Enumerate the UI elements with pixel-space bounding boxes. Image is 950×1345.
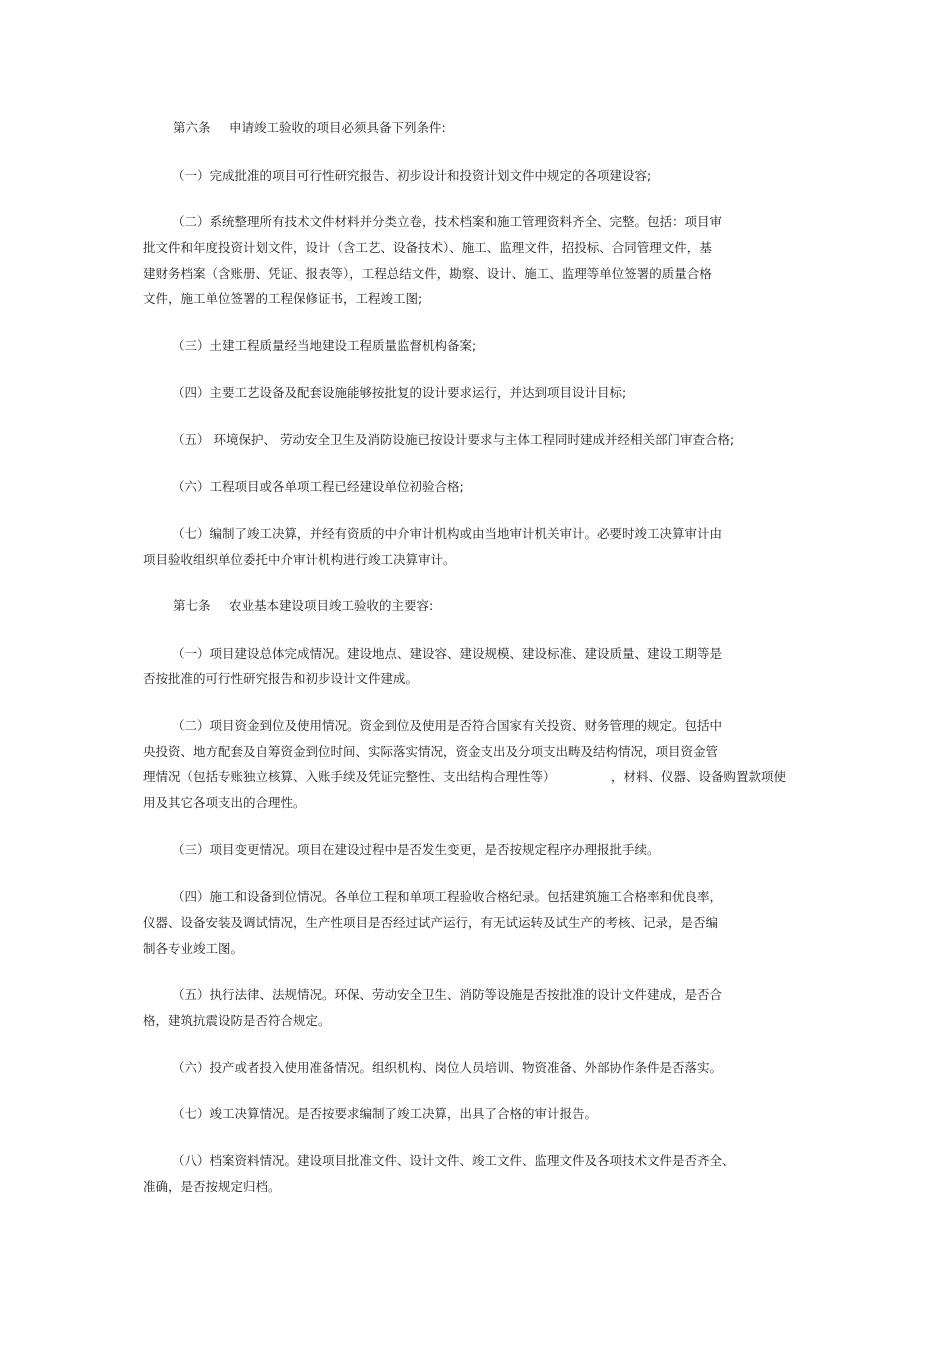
article-7-item-4-line-1: （四）施工和设备到位情况。各单位工程和单项工程验收合格纪录。包括建筑施工合格率和优良率， xyxy=(172,889,723,904)
article-7-item-4-line-2: 仪器、设备安装及调试情况，生产性项目是否经过试产运行，有无试运转及试生产的考核、记录，是否编 xyxy=(143,915,719,930)
article-6-item-7-line-2: 项目验收组织单位委托中介审计机构进行竣工决算审计。 xyxy=(143,552,456,567)
article-7-item-6: （六）投产或者投入使用准备情况。组织机构、岗位人员培训、物资准备、外部协作条件是否落实。 xyxy=(172,1060,723,1075)
article-7-item-1-line-1: （一）项目建设总体完成情况。建设地点、建设容、建设规模、建设标准、建设质量、建设工期等是 xyxy=(172,646,723,661)
article-6-item-6: （六）工程项目或各单项工程已经建设单位初验合格; xyxy=(172,479,464,494)
article-7-item-2-line-3a: 理情况（包括专账独立核算、入账手续及凭证完整性、支出结构合理性等） xyxy=(143,769,556,784)
article-7-item-7: （七）竣工决算情况。是否按要求编制了竣工决算，出具了合格的审计报告。 xyxy=(172,1106,598,1121)
article-6-item-1: （一）完成批准的项目可行性研究报告、初步设计和投资计划文件中规定的各项建设容; xyxy=(172,168,652,183)
article-6-item-7-line-1: （七）编制了竣工决算，并经有资质的中介审计机构或由当地审计机关审计。必要时竣工决算审计由 xyxy=(172,526,723,541)
article-6-heading: 第六条 xyxy=(173,120,211,135)
article-7-heading: 第七条 xyxy=(173,598,211,613)
article-7-item-2-line-1: （二）项目资金到位及使用情况。资金到位及使用是否符合国家有关投资、财务管理的规定。包括中 xyxy=(172,718,723,733)
article-7-item-5-line-2: 格，建筑抗震设防是否符合规定。 xyxy=(143,1013,331,1028)
article-6-item-5: （五） 环境保护、 劳动安全卫生及消防设施已按设计要求与主体工程同时建成并经相关部门审查合格; xyxy=(172,432,735,447)
article-7-item-2-line-4: 用及其它各项支出的合理性。 xyxy=(143,795,306,810)
article-6-item-2-line-4: 文件，施工单位签署的工程保修证书，工程竣工图; xyxy=(143,291,423,306)
article-7-item-5-line-1: （五）执行法律、法规情况。环保、劳动安全卫生、消防等设施是否按批准的设计文件建成，是否合 xyxy=(172,987,723,1002)
article-7-item-3: （三）项目变更情况。项目在建设过程中是否发生变更，是否按规定程序办理报批手续。 xyxy=(172,842,660,857)
article-7-item-2-line-2: 央投资、地方配套及自筹资金到位时间、实际落实情况，资金支出及分项支出畴及结构情况，项目资金管 xyxy=(143,744,719,759)
article-7-item-8-line-2: 准确，是否按规定归档。 xyxy=(143,1179,281,1194)
article-6-item-4: （四）主要工艺设备及配套设施能够按批复的设计要求运行，并达到项目设计目标; xyxy=(172,385,627,400)
article-6-intro: 申请竣工验收的项目必须具备下列条件: xyxy=(229,120,446,135)
article-7-item-2-line-3b: ，材料、仪器、设备购置款项使 xyxy=(611,769,787,784)
article-7-item-8-line-1: （八）档案资料情况。建设项目批准文件、设计文件、竣工文件、监理文件及各项技术文件是否齐全、 xyxy=(172,1153,735,1168)
article-6-item-2-line-2: 批文件和年度投资计划文件，设计（含工艺、设备技术）、施工、监理文件，招投标、合同管理文件，基 xyxy=(143,240,712,255)
article-6-item-2-line-3: 建财务档案（含账册、凭证、报表等），工程总结文件，勘察、设计、施工、监理等单位签署的质量合格 xyxy=(143,266,712,281)
article-7-item-1-line-2: 否按批准的可行性研究报告和初步设计文件建成。 xyxy=(143,671,419,686)
article-7-intro: 农业基本建设项目竣工验收的主要容: xyxy=(229,598,434,613)
article-6-item-3: （三）土建工程质量经当地建设工程质量监督机构备案; xyxy=(172,338,477,353)
article-7-item-4-line-3: 制各专业竣工图。 xyxy=(143,941,244,956)
article-6-item-2-line-1: （二）系统整理所有技术文件材料并分类立卷，技术档案和施工管理资料齐全、完整。包括：项目审 xyxy=(172,214,723,229)
